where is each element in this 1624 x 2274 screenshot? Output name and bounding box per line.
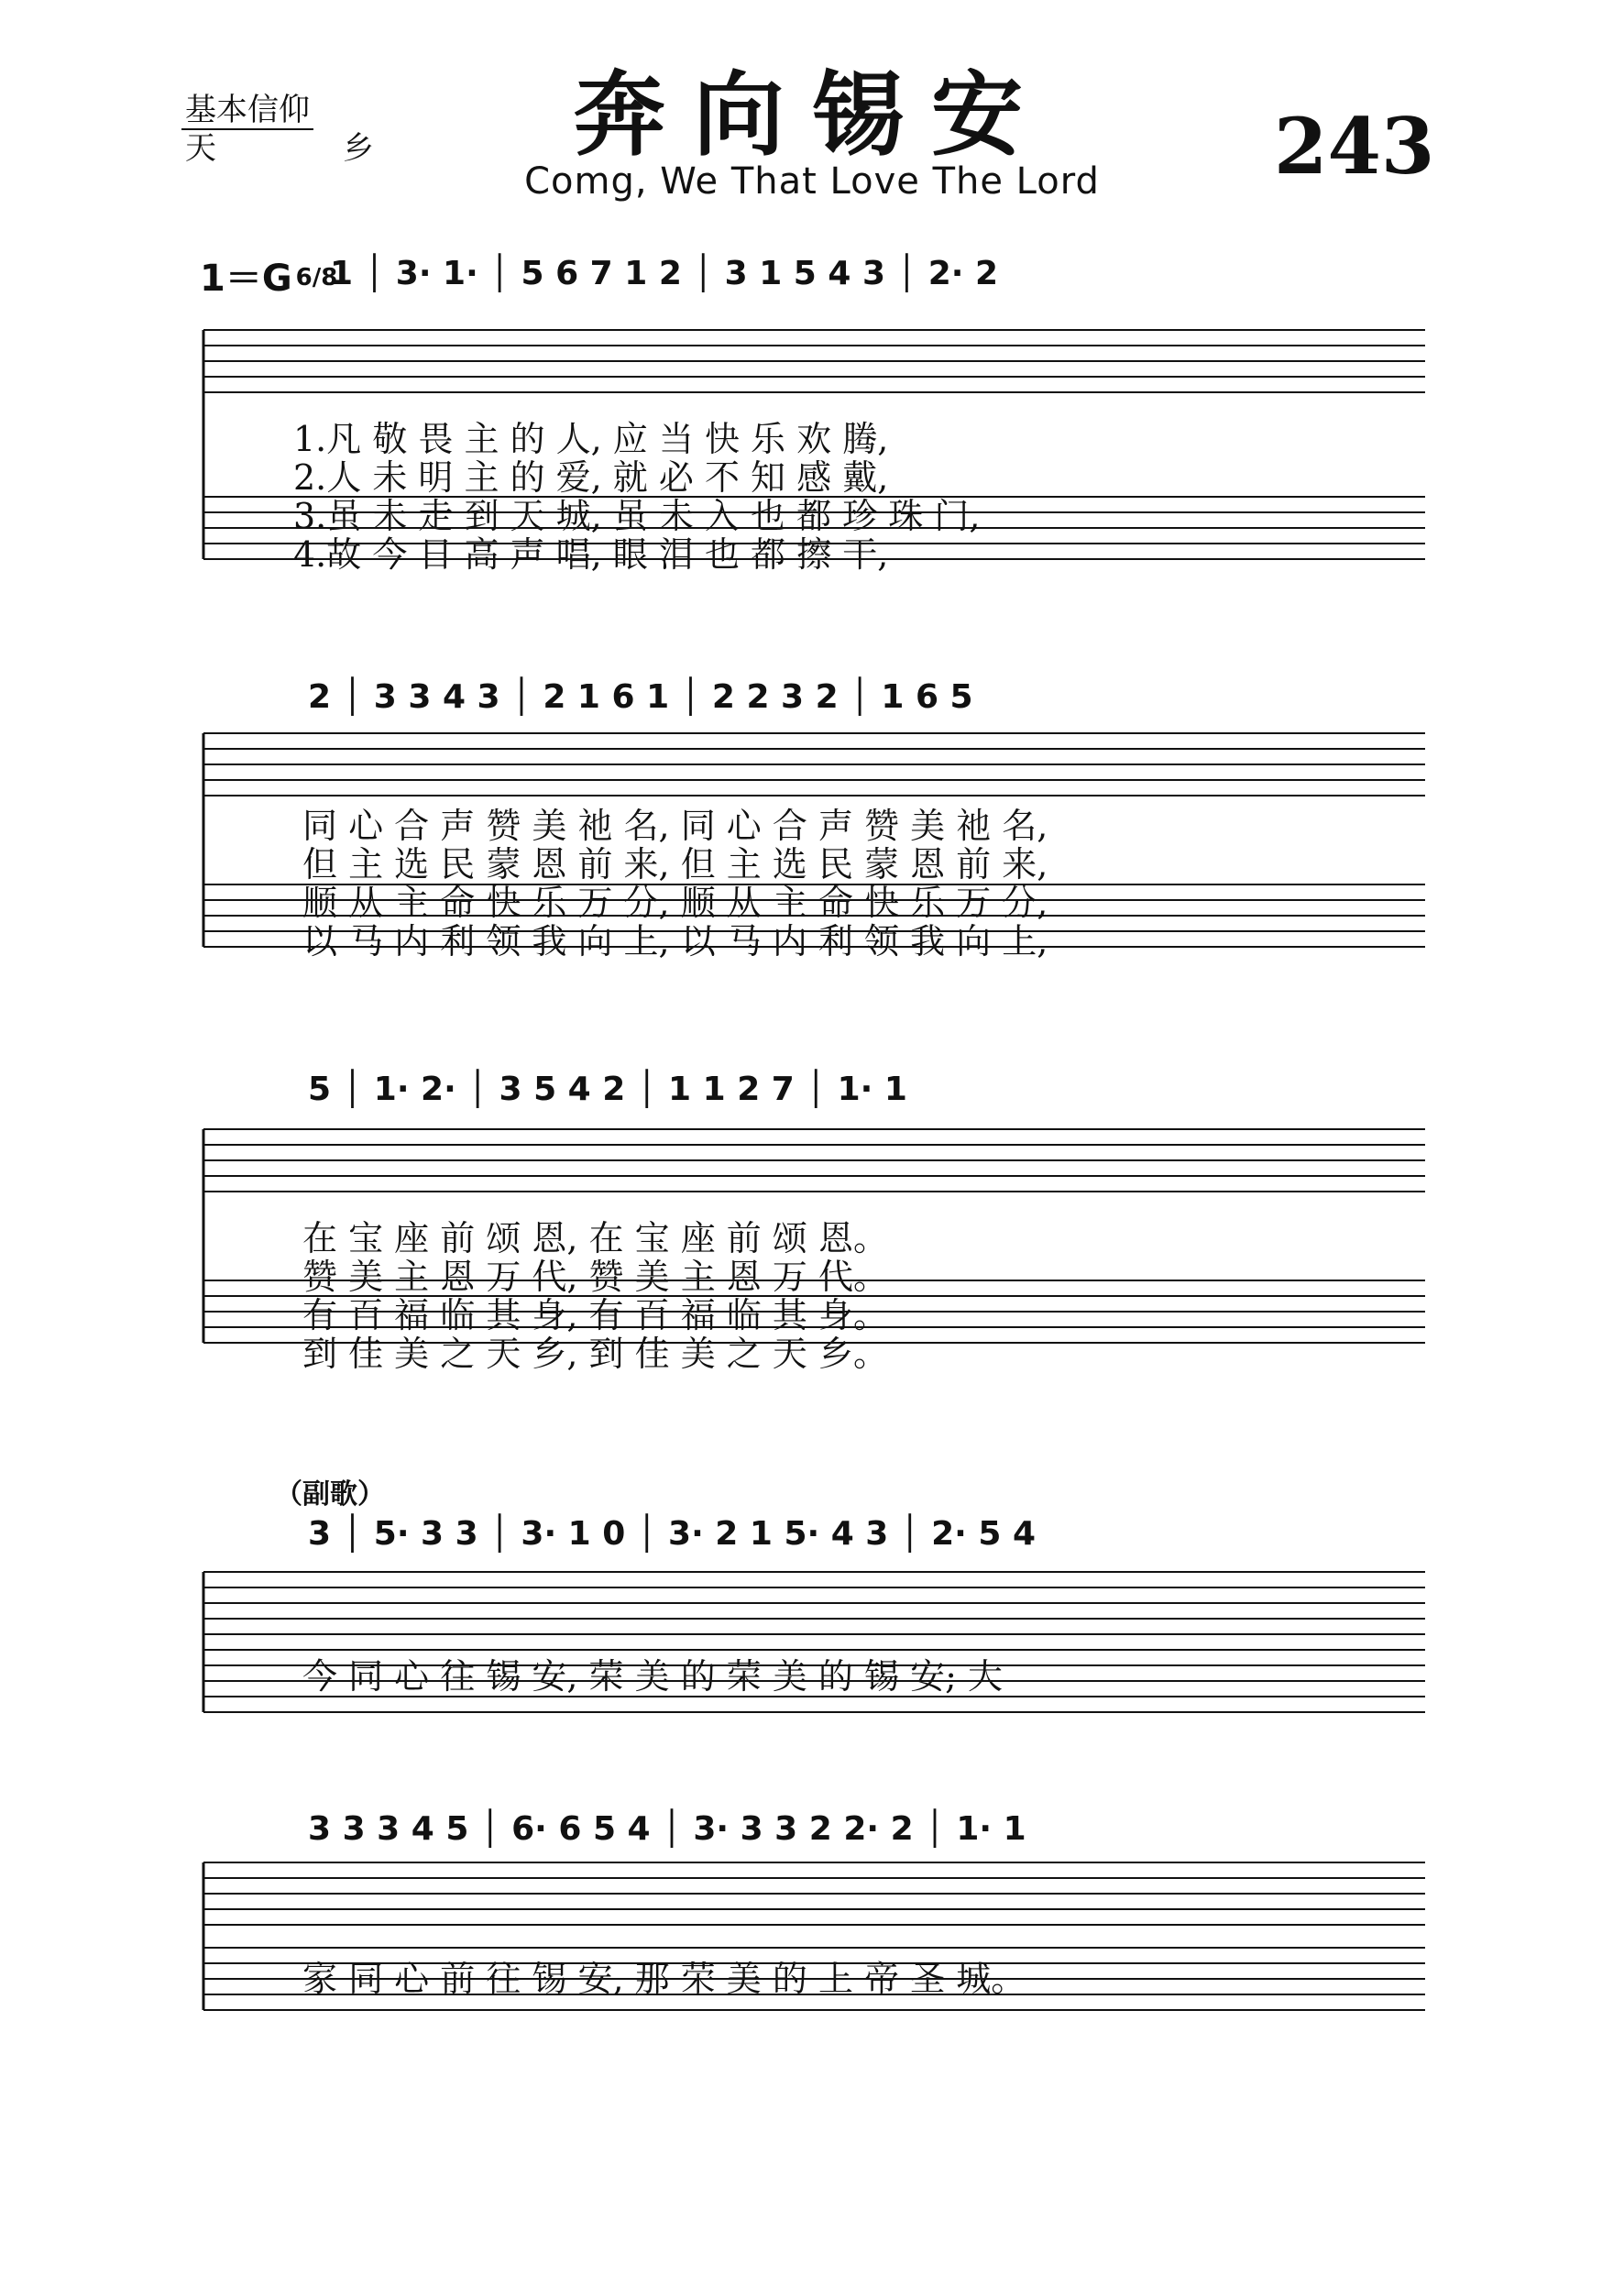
- lyric-line: 4.故 今 日 高 声 唱, 眼 泪 也 都 擦 干,: [293, 534, 889, 575]
- hymn-number: 243: [1274, 101, 1435, 192]
- lyric-line: 在 宝 座 前 颂 恩, 在 宝 座 前 颂 恩。: [302, 1218, 888, 1258]
- subcategory-text: 天 乡: [185, 130, 422, 167]
- lyric-line: 3.虽 未 走 到 天 城, 虽 未 入 也 都 珍 珠 门,: [293, 496, 981, 536]
- lyric-line: 但 主 选 民 蒙 恩 前 来, 但 主 选 民 蒙 恩 前 来,: [302, 844, 1048, 884]
- time-text: 6/8: [295, 264, 338, 291]
- lyric-line: 同 心 合 声 赞 美 祂 名, 同 心 合 声 赞 美 祂 名,: [302, 806, 1048, 846]
- category-text: 基本信仰: [181, 92, 313, 130]
- refrain-label: （副歌）: [275, 1478, 385, 1511]
- lyric-line: 2.人 未 明 主 的 爱, 就 必 不 知 感 戴,: [293, 457, 889, 498]
- lyric-line: 以 马 内 利 领 我 向 上, 以 马 内 利 领 我 向 上,: [302, 921, 1048, 961]
- jianpu-line-5: 3 3 3 4 5 │ 6· 6 5 4 │ 3· 3 3 2 2· 2 │ 1· 1: [308, 1810, 1026, 1848]
- lyric-line: 顺 从 主 命 快 乐 万 分, 顺 从 主 命 快 乐 万 分,: [302, 883, 1048, 923]
- key-text: 1＝G: [200, 258, 292, 300]
- lyric-line: 赞 美 主 恩 万 代, 赞 美 主 恩 万 代。: [302, 1257, 888, 1297]
- jianpu-line-1: 1 │ 3· 1· │ 5 6 7 1 2 │ 3 1 5 4 3 │ 2· 2: [330, 255, 999, 292]
- lyric-line: 家 同 心 前 往 锡 安, 那 荣 美 的 上 帝 圣 城。: [302, 1959, 1026, 1999]
- jianpu-line-4: 3 │ 5· 3 3 │ 3· 1 0 │ 3· 2 1 5· 4 3 │ 2· 5 4: [308, 1515, 1036, 1553]
- lyric-line: 1.凡 敬 畏 主 的 人, 应 当 快 乐 欢 腾,: [293, 419, 889, 459]
- jianpu-line-2: 2 │ 3 3 4 3 │ 2 1 6 1 │ 2 2 3 2 │ 1 6 5: [308, 678, 973, 716]
- jianpu-line-3: 5 │ 1· 2· │ 3 5 4 2 │ 1 1 2 7 │ 1· 1: [308, 1071, 907, 1108]
- hymn-subtitle: Comg, We That Love The Lord: [524, 160, 1100, 203]
- lyric-line: 到 佳 美 之 天 乡, 到 佳 美 之 天 乡。: [302, 1334, 888, 1374]
- lyric-line: 有 百 福 临 其 身, 有 百 福 临 其 身。: [302, 1295, 888, 1335]
- hymn-title: 奔向锡安: [574, 60, 1050, 169]
- lyric-line: 今 同 心 往 锡 安, 荣 美 的 荣 美 的 锡 安; 大: [302, 1656, 1003, 1697]
